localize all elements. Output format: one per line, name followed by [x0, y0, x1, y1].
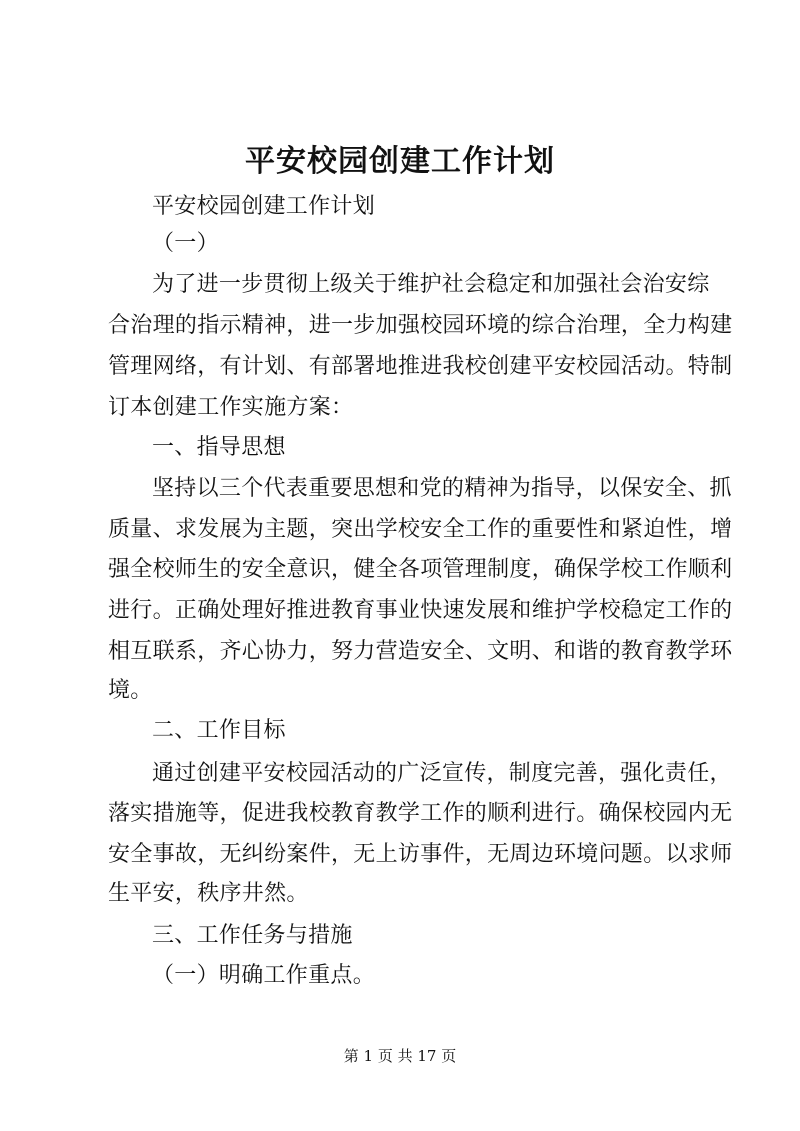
text-line: 通过创建平安校园活动的广泛宣传，制度完善，强化责任， — [152, 761, 732, 786]
text-line: 境。 — [108, 678, 153, 703]
text-line: 进行。正确处理好推进教育事业快速发展和维护学校稳定工作的 — [108, 598, 733, 623]
text-line: 安全事故，无纠纷案件，无上访事件，无周边环境问题。以求师 — [108, 842, 733, 867]
text-line: 管理网络，有计划、有部署地推进我校创建平安校园活动。特制 — [108, 354, 733, 379]
page-footer: 第 1 页 共 17 页 — [343, 1047, 457, 1065]
section-heading: 一、指导思想 — [152, 435, 286, 460]
text-line: 平安校园创建工作计划 — [152, 194, 376, 219]
text-line: 相互联系，齐心协力，努力营造安全、文明、和谐的教育教学环 — [108, 639, 733, 664]
text-line: 合治理的指示精神，进一步加强校园环境的综合治理，全力构建 — [108, 313, 733, 338]
text-line: 生平安，秩序井然。 — [108, 881, 309, 906]
text-line: 质量、求发展为主题，突出学校安全工作的重要性和紧迫性，增 — [108, 517, 733, 542]
text-line: 订本创建工作实施方案： — [108, 395, 354, 420]
document-title: 平安校园创建工作计划 — [245, 144, 555, 179]
text-line: 强全校师生的安全意识，健全各项管理制度，确保学校工作顺利 — [108, 557, 733, 582]
text-line: （一）明确工作重点。 — [152, 963, 376, 988]
text-line: （一） — [152, 231, 219, 256]
text-line: 落实措施等，促进我校教育教学工作的顺利进行。确保校园内无 — [108, 801, 733, 826]
section-heading: 三、工作任务与措施 — [152, 923, 353, 948]
text-line: 坚持以三个代表重要思想和党的精神为指导，以保安全、抓 — [152, 476, 732, 501]
section-heading: 二、工作目标 — [152, 718, 286, 743]
text-line: 为了进一步贯彻上级关于维护社会稳定和加强社会治安综 — [152, 272, 710, 297]
